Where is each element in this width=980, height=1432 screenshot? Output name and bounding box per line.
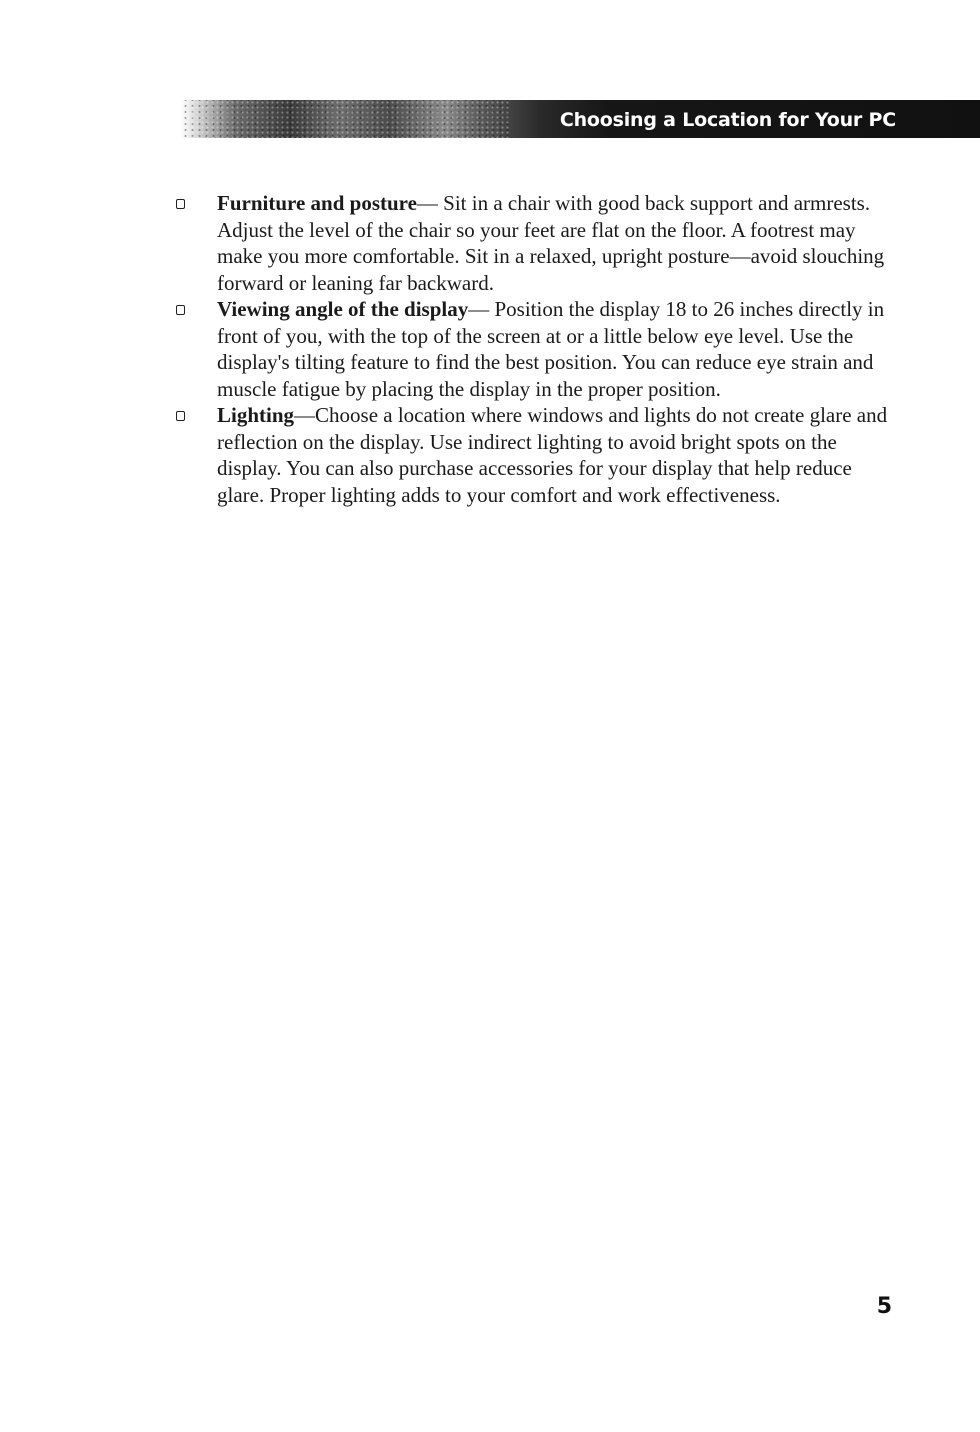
header-halftone-texture xyxy=(180,100,510,138)
bullet-text: Sit in a chair with good back support and armrests. Adjust the level of the chair so your feet are flat on the floor. A footrest may make you more comfortable. Sit in a relaxed, upright posture—avoid slouching forward or leaning far backward. xyxy=(217,191,885,295)
bullet-separator: — xyxy=(416,191,444,215)
bullet-term: Viewing angle of the display xyxy=(217,297,469,321)
bullet-text: Position the display 18 to 26 inches directly in front of you, with the top of the screen at or a little below eye level. Use the display's tilting feature to find the best position. You can reduce eye strain and muscle fatigue by placing the display in the proper position. xyxy=(217,297,885,401)
list-item-furniture xyxy=(174,190,894,296)
bullet-term: Furniture and posture xyxy=(217,191,417,215)
list-item-lighting xyxy=(174,402,894,508)
list-item-viewing-angle xyxy=(174,296,894,402)
bullet-term: Lighting xyxy=(217,403,295,427)
bullet-separator: — xyxy=(294,403,316,427)
checkbox-bullet-icon xyxy=(176,305,185,315)
bullet-text: Choose a location where windows and lights do not create glare and reflection on the display. Use indirect lighting to avoid bright spots on the display. You can also purchase accessories for your display that help reduce glare. Proper lighting adds to your comfort and work effectiveness. xyxy=(217,403,888,507)
running-header-title: Choosing a Location for Your PC xyxy=(559,109,896,131)
checkbox-bullet-icon xyxy=(176,199,185,209)
guideline-list xyxy=(174,190,894,508)
page-number: 5 xyxy=(876,1294,892,1319)
checkbox-bullet-icon xyxy=(176,411,185,421)
running-header-band xyxy=(180,100,980,138)
bullet-separator: — xyxy=(468,297,495,321)
